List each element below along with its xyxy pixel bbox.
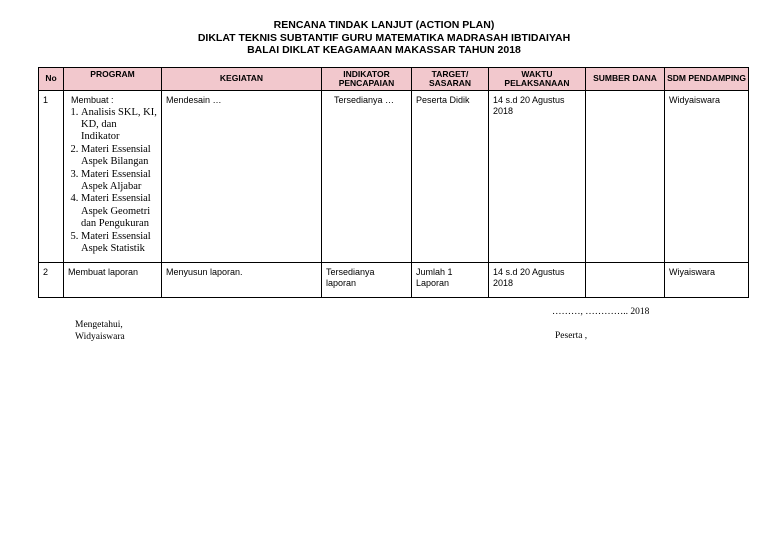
program-item: 3. Materi Essensial Aspek Aljabar [81, 169, 157, 194]
cell-sdm: Wiyaiswara [665, 263, 749, 298]
cell-no: 1 [39, 91, 64, 263]
signature-left-line2: Widyaiswara [75, 332, 125, 342]
title-line-3: BALAI DIKLAT KEAGAMAAN MAKASSAR TAHUN 2018 [247, 44, 521, 56]
cell-program [64, 91, 162, 263]
table-row [39, 91, 749, 263]
program-intro: Membuat : [71, 95, 114, 105]
cell-kegiatan: Menyusun laporan. [162, 263, 322, 298]
cell-target: Jumlah 1 Laporan [412, 263, 489, 298]
cell-no: 2 [39, 263, 64, 298]
col-header-no: No [39, 68, 64, 91]
cell-target: Peserta Didik [412, 91, 489, 263]
cell-waktu: 14 s.d 20 Agustus 2018 [489, 263, 586, 298]
cell-sdm: Widyaiswara [665, 91, 749, 263]
cell-waktu: 14 s.d 20 Agustus 2018 [489, 91, 586, 263]
signature-left-line1: Mengetahui, [75, 320, 123, 330]
col-header-sumber: SUMBER DANA [586, 68, 665, 91]
program-item: 2. Materi Essensial Aspek Bilangan [81, 144, 157, 169]
cell-kegiatan: Mendesain … [162, 91, 322, 263]
signature-left [75, 319, 125, 343]
title-line-2: DIKLAT TEKNIS SUBTANTIF GURU MATEMATIKA MADRASAH IBTIDAIYAH [197, 31, 571, 44]
col-header-sdm: SDM PENDAMPING [665, 68, 749, 91]
document-title [0, 19, 768, 57]
col-header-indikator: INDIKATOR PENCAPAIAN [322, 68, 412, 91]
table-row [39, 263, 749, 298]
col-header-target: TARGET/ SASARAN [412, 68, 489, 91]
cell-indikator: Tersedianya … [322, 91, 412, 263]
signature-right-label: Peserta , [555, 331, 588, 341]
title-line-1: RENCANA TINDAK LANJUT (ACTION PLAN) [273, 19, 495, 31]
cell-sumber [586, 91, 665, 263]
program-item: 5. Materi Essensial Aspek Statistik [81, 231, 157, 256]
col-header-program: PROGRAM [64, 68, 162, 91]
col-header-kegiatan: KEGIATAN [162, 68, 322, 91]
action-plan-table [38, 67, 749, 298]
cell-indikator: Tersedianya laporan [322, 263, 412, 298]
cell-program: Membuat laporan [64, 263, 162, 298]
col-header-waktu: WAKTU PELAKSANAAN [489, 68, 586, 91]
program-items-list [69, 107, 157, 256]
table-header-row [39, 68, 749, 91]
program-item: 4. Materi Essensial Aspek Geometri dan Pengukuran [81, 193, 157, 230]
program-item: 1. Analisis SKL, KI, KD, dan Indikator [81, 107, 157, 144]
signature-date: ………, ………….. 2018 [552, 307, 650, 317]
cell-sumber [586, 263, 665, 298]
